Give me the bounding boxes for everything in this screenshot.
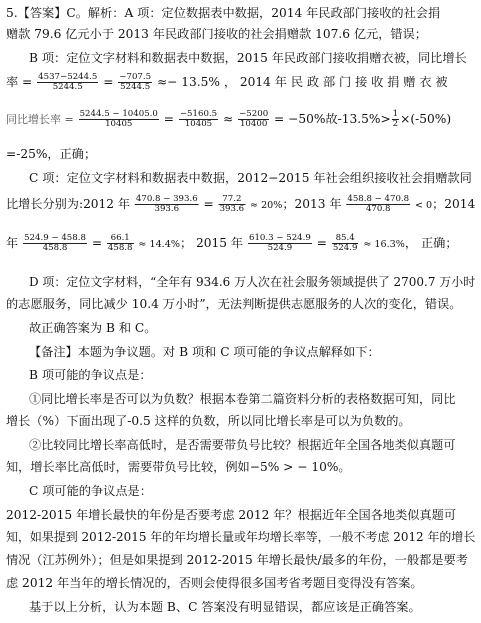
note-b2-line-1: ②比较同比增长率高低时，是否需要带负号比较？根据近年全国各地类似真题可 [29,438,456,452]
option-c-line-1: C 项：定位文字材料和数据表中数据，2012−2015 年社会组织接收社会捐赠款同 [29,171,472,185]
fraction-c6: $\frac{610.3 - 524.9}{524.9}$ [248,233,311,254]
growth-label: 同比增长率 = [6,113,74,127]
fraction-c2: $\frac{77.2}{393.6}$ [219,194,245,215]
option-c-rates-line-2: 年 $\frac{524.9 - 458.8}{458.8}$ = $\frac{66.1}{458.8}$ ≈ 14.4%； 2015 年 $\frac{610.3 - 524.9}{524.9}$ = $\frac{85.4}{524.9}$ ≈ 16.3%， 正确； [6,233,458,254]
question-5-line-1: 5.【答案】C。解析：A 项：定位数据表中数据，2014 年民政部门接收的社会捐 [6,6,441,20]
note-b1-line-2: 增长（%）下面出现了-0.5 这样的负数，所以同比增长率是可以为负数的。 [6,414,411,428]
fraction-c1: $\frac{470.8 - 393.6}{393.6}$ [135,194,198,215]
note-b-title: B 项可能的争议点是： [29,368,152,382]
growth-result: = −50% [274,112,326,127]
note-c-line-4: 虑 2012 年当年的增长情况的，否则会使得很多国考省考题目变得没有答案。 [6,576,423,590]
approx-value: ≈− 13.5% [156,75,220,90]
rate-prefix: 率 = [6,75,33,90]
answer-line: 故正确答案为 B 和 C。 [29,321,157,335]
fraction-half: $\frac{1}{2}$ [392,109,399,130]
note-b1-line-1: ①同比增长率是否可以为负数？根据本卷第二篇资料分析的表格数据可知，同比 [29,392,456,406]
conclusion-b: ×(-50%) [400,112,452,127]
option-d-line-2: 的志愿服务，同比减少 10.4 万小时”，无法判断提供志愿服务的人次的变化，错误。 [6,297,462,311]
option-c-rates-line-1: 比增长分别为:2012 年 $\frac{470.8 - 393.6}{393.6}$ = $\frac{77.2}{393.6}$ ≈ 20%；2013 年 $\frac{458.8 - 470.8}{470.8}$ < 0；2014 [6,194,476,215]
fraction-b3: $\frac{5244.5 - 10405.0}{10405}$ [79,109,158,130]
fraction-b2: $\frac{-707.5}{5244.5}$ [119,72,152,93]
fraction-c5: $\frac{66.1}{458.8}$ [107,233,133,254]
note-c-line-3: 情况（江苏例外）；但是如果提到 2012-2015 年增长最快/最多的年份，一般都是要考 [6,553,468,567]
fraction-b1: $\frac{4537-5244.5}{5244.5}$ [38,72,98,93]
fraction-b4: $\frac{-5160.5}{10405}$ [179,109,218,130]
fraction-c7: $\frac{85.4}{524.9}$ [332,233,358,254]
fraction-c4: $\frac{524.9 - 458.8}{458.8}$ [24,233,86,254]
note-c-title: C 项可能的争议点是： [29,484,152,498]
option-b-growth-line: 同比增长率 = $\frac{5244.5 - 10405.0}{10405}$ = $\frac{-5160.5}{10405}$ ≈ $\frac{-5200}{10400}$ = −50%故-13.5%> $\frac{1}{2}$ ×(-50%) [6,109,452,130]
option-b-rate-line: 率 = $\frac{4537-5244.5}{5244.5}$ = $\frac{-707.5}{5244.5}$ ≈− 13.5% ， 2014 年 民 政 部 门 接 收 捐 赠 衣 被 [6,72,448,93]
question-5-line-2: 赠款 79.6 亿元小于 2013 年民政部门接收的社会捐赠款 107.6 亿元，错误； [6,27,427,41]
note-c-line-1: 2012-2015 年增长最快的年份是否要考虑 2012 年？根据近年全国各地类似真题可 [6,508,457,522]
option-d-line-1: D 项：定位文字材料，“全年有 934.6 万人次在社会服务领域提供了 2700.7 万小时 [29,275,476,289]
note-b2-line-2: 知，增长率比高低时，需要带负号比较，例如−5% > − 10%。 [6,460,351,474]
option-b-line-2-tail: ， 2014 年 民 政 部 门 接 收 捐 赠 衣 被 [223,75,448,90]
conclusion-a: 故-13.5%> [325,112,391,127]
fraction-b5: $\frac{-5200}{10400}$ [239,109,269,130]
option-b-line-4: =-25%，正确； [6,147,97,161]
option-b-line-1: B 项：定位文字材料和数据表中数据，2015 年民政部门接收捐赠衣被，同比增长 [29,51,467,65]
note-final-line: 基于以上分析，认为本题 B、C 答案没有明显错误，都应该是正确答案。 [29,600,421,614]
note-line-1: 【备注】本题为争议题。对 B 项和 C 项可能的争议点解释如下： [29,345,380,359]
fraction-c3: $\frac{458.8 - 470.8}{470.8}$ [347,194,410,215]
note-c-line-2: 知，如果提到 2012-2015 年的年均增长量或年均增长率等，一般不考虑 2012 年的增长 [6,530,476,544]
